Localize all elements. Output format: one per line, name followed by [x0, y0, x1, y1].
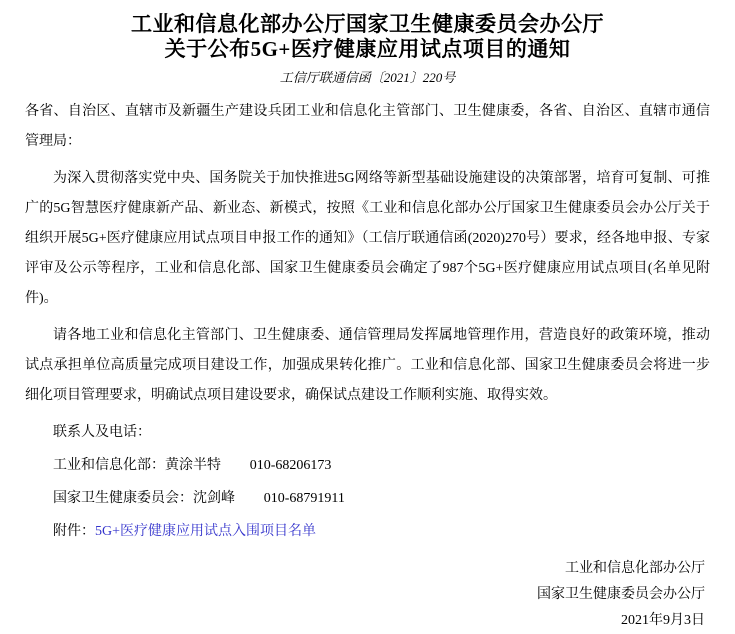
signature-org-1: 工业和信息化部办公厅 [565, 561, 705, 576]
paragraph-1: 为深入贯彻落实党中央、国务院关于加快推进5G网络等新型基础设施建设的决策部署，培育可复制、可推广的5G智慧医疗健康新产品、新业态、新模式，按照《工业和信息化部办公厅国家卫生健康委员会办公厅关于组织开展5G+医疗健康应用试点项目申报工作的通知》（工信厅联通信函(2020)270号）要求，经各地申报、专家评审及公示等程序，工业和信息化部、国家卫生健康委员会确定了987个5G+医疗健康应用试点项目(名单见附件)。 [25, 171, 710, 306]
contact-heading: 联系人及电话： [53, 425, 151, 440]
attachment-label: 附件： [53, 524, 95, 539]
document-number: 工信厅联通信函〔2021〕220号 [279, 70, 456, 85]
document-title-line1: 工业和信息化部办公厅国家卫生健康委员会办公厅 [131, 12, 604, 36]
paragraph-2: 请各地工业和信息化主管部门、卫生健康委、通信管理局发挥属地管理作用，营造良好的政策环境，推动试点承担单位高质量完成项目建设工作，加强成果转化推广。工业和信息化部、国家卫生健康委员会将进一步细化项目管理要求，明确试点项目建设要求，确保试点建设工作顺利实施、取得实效。 [25, 328, 710, 403]
signature-org-2: 国家卫生健康委员会办公厅 [537, 587, 705, 602]
contact-line-nhc [25, 491, 710, 507]
signature-block [25, 556, 710, 634]
document-title-line2: 关于公布5G+医疗健康应用试点项目的通知 [164, 37, 571, 61]
contact-org-name-miit: 工业和信息化部：黄涂半特 [53, 458, 221, 473]
contact-line-miit [25, 458, 710, 474]
contact-org-name-nhc: 国家卫生健康委员会：沈剑峰 [53, 491, 235, 506]
attachment-row [25, 524, 710, 540]
signature-date: 2021年9月3日 [621, 613, 705, 628]
attachment-link[interactable]: 5G+医疗健康应用试点入围项目名单 [95, 524, 317, 539]
contact-phone-nhc: 010-68791911 [263, 491, 345, 506]
contact-phone-miit: 010-68206173 [249, 458, 332, 473]
salutation: 各省、自治区、直辖市及新疆生产建设兵团工业和信息化主管部门、卫生健康委，各省、自治区、直辖市通信管理局： [25, 104, 710, 149]
